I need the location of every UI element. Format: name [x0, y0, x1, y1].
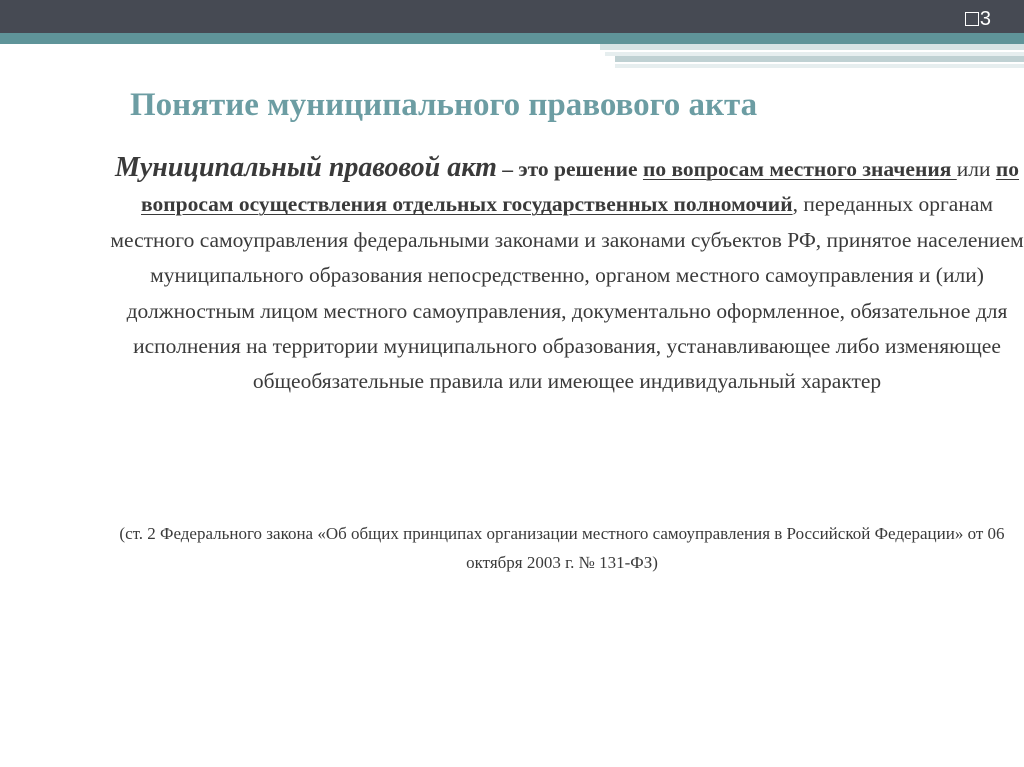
slide-number-value: 3 — [979, 7, 991, 30]
defined-term: Муниципальный правовой акт — [114, 152, 497, 183]
slide-number — [965, 8, 991, 30]
decor-stripe — [600, 44, 1024, 50]
decor-stripe — [615, 64, 1024, 68]
accent-stripe — [0, 33, 1024, 44]
definition-or: или — [956, 157, 996, 181]
top-bar — [0, 0, 1024, 33]
decor-stripe — [615, 56, 1024, 62]
slide-number-box-icon — [965, 12, 979, 26]
underlined-phrase-local-issues: по вопросам местного значения — [642, 157, 957, 181]
underlined-phrase-state-powers: по вопросам осуществления отдельных государственных полномочий — [141, 157, 1020, 217]
definition-dash: – это решение — [496, 157, 643, 181]
legal-citation: (ст. 2 Федерального закона «Об общих принципах организации местного самоуправления в Российской Федерации» от 06 октября 2003 г. № 131-ФЗ) — [119, 524, 1005, 572]
definition-body-text: , переданных органам местного самоуправления федеральными законами и законами субъектов РФ, принятое населением муниципального образования непосредственно, органом местного самоуправления и (или) должностным лицом местного самоуправления, документально оформленное, обязательное для исполнения на территории муниципального образования, устанавливающее либо изменяющее общеобязательные правила или имеющее индивидуальный характер — [110, 192, 1024, 394]
slide-title: Понятие муниципального правового акта — [130, 87, 758, 123]
definition-paragraph — [110, 150, 1024, 400]
